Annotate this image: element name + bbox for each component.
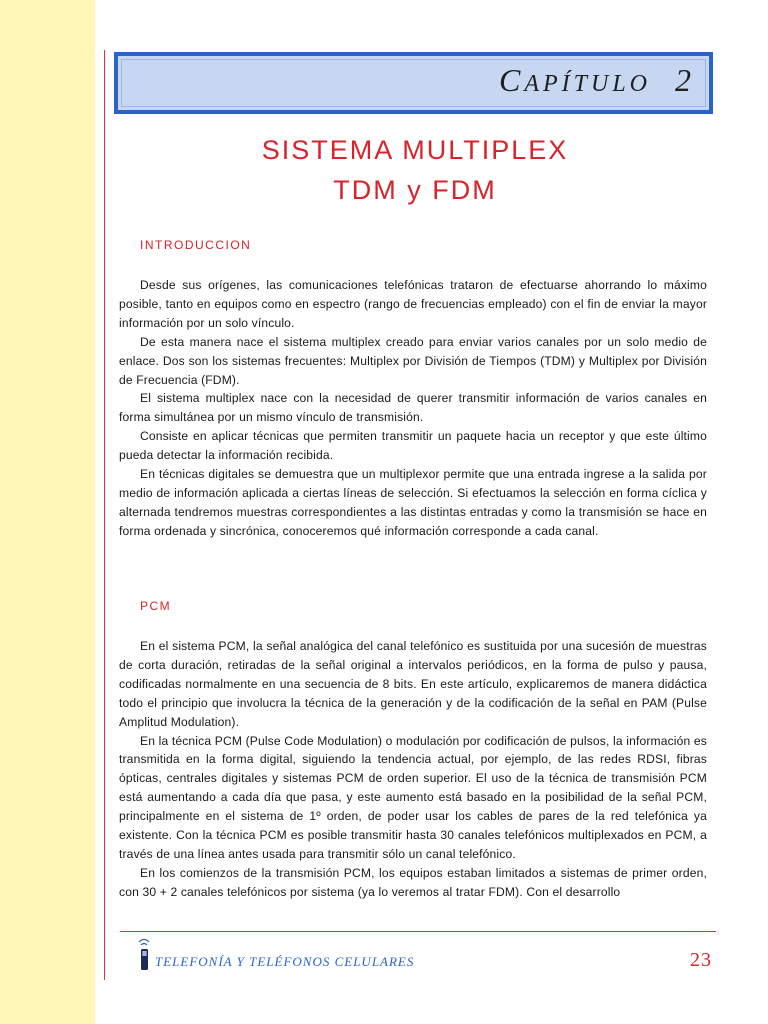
section-heading-introduccion: INTRODUCCION: [140, 238, 252, 252]
left-margin-band: [0, 0, 95, 1024]
title-line-1: SISTEMA MULTIPLEX: [261, 135, 569, 165]
chapter-banner: [114, 52, 713, 114]
paragraph: De esta manera nace el sistema multiplex creado para enviar varios canales por un solo medio de enlace. Dos son los sistemas frecuentes: Multiplex por División de Tiempos (TDM) y Multiplex por División de Frecuencia (FDM).: [119, 334, 707, 387]
section-heading-pcm: PCM: [140, 599, 172, 613]
paragraph: Consiste en aplicar técnicas que permiten transmitir un paquete hacia un receptor y que este último pueda detectar la información recibida.: [119, 429, 707, 463]
footer-rule: [120, 931, 716, 932]
intro-body: [119, 276, 707, 541]
chapter-label-rest: APÍTULO: [524, 71, 651, 97]
chapter-label-initial: C: [498, 62, 525, 98]
margin-rule: [104, 50, 105, 980]
chapter-number: 2: [675, 62, 695, 98]
title-line-2: TDM y FDM: [333, 175, 497, 205]
chapter-label: [499, 62, 695, 99]
paragraph: En la técnica PCM (Pulse Code Modulation) o modulación por codificación de pulsos, la información es transmitida en la forma digital, siguiendo la tendencia actual, por ejemplo, de las redes RDSI, fibras ópticas, centrales digitales y sistemas PCM de orden superior. El uso de la técnica de transmisión PCM está aumentando a cada día que pasa, y este aumento está basado en la posibilidad de la señal PCM, principalmente en el sistema de 1º orden, de poder usar los cables de pares de la red telefónica ya existente. Con la técnica PCM es posible transmitir hasta 30 canales telefónicos multiplexados en PCM, a través de una línea antes usada para transmitir sólo un canal telefónico.: [119, 733, 707, 861]
paragraph: El sistema multiplex nace con la necesidad de querer transmitir información de varios canales en forma simultánea por un mismo vínculo de transmisión.: [119, 391, 707, 425]
paragraph: En técnicas digitales se demuestra que un multiplexor permite que una entrada ingrese a la salida por medio de información aplicada a ciertas líneas de selección. Si efectuamos la selección en forma cíclica y alternada tendremos muestras correspondientes a las distintas entradas y como la transmisión se hace en forma ordenada y sincrónica, conoceremos qué información corresponde a cada canal.: [119, 467, 707, 538]
paragraph: En el sistema PCM, la señal analógica del canal telefónico es sustituida por una sucesión de muestras de corta duración, retiradas de la señal original a intervalos periódicos, en la forma de pulso y pausa, codificadas normalmente en una secuencia de 8 bits. En este artículo, explicaremos de manera didáctica todo el principio que involucra la técnica de la generación y de la codificación de la señal en PAM (Pulse Amplitud Modulation).: [119, 639, 707, 729]
paragraph: Desde sus orígenes, las comunicaciones telefónicas trataron de efectuarse ahorrando lo máximo posible, tanto en equipos como en espectro (rango de frecuencias empleado) con el fin de enviar la mayor información por un solo vínculo.: [119, 278, 707, 330]
cell-phone-icon: [135, 936, 153, 972]
footer-book-title: TELEFONÍA Y TELÉFONOS CELULARES: [155, 954, 415, 969]
pcm-body: [119, 637, 707, 902]
page-number: 23: [690, 949, 712, 971]
paragraph: En los comienzos de la transmisión PCM, los equipos estaban limitados a sistemas de primer orden, con 30 + 2 canales telefónicos por sistema (ya lo veremos al tratar FDM). Con el desarrollo: [119, 865, 707, 899]
